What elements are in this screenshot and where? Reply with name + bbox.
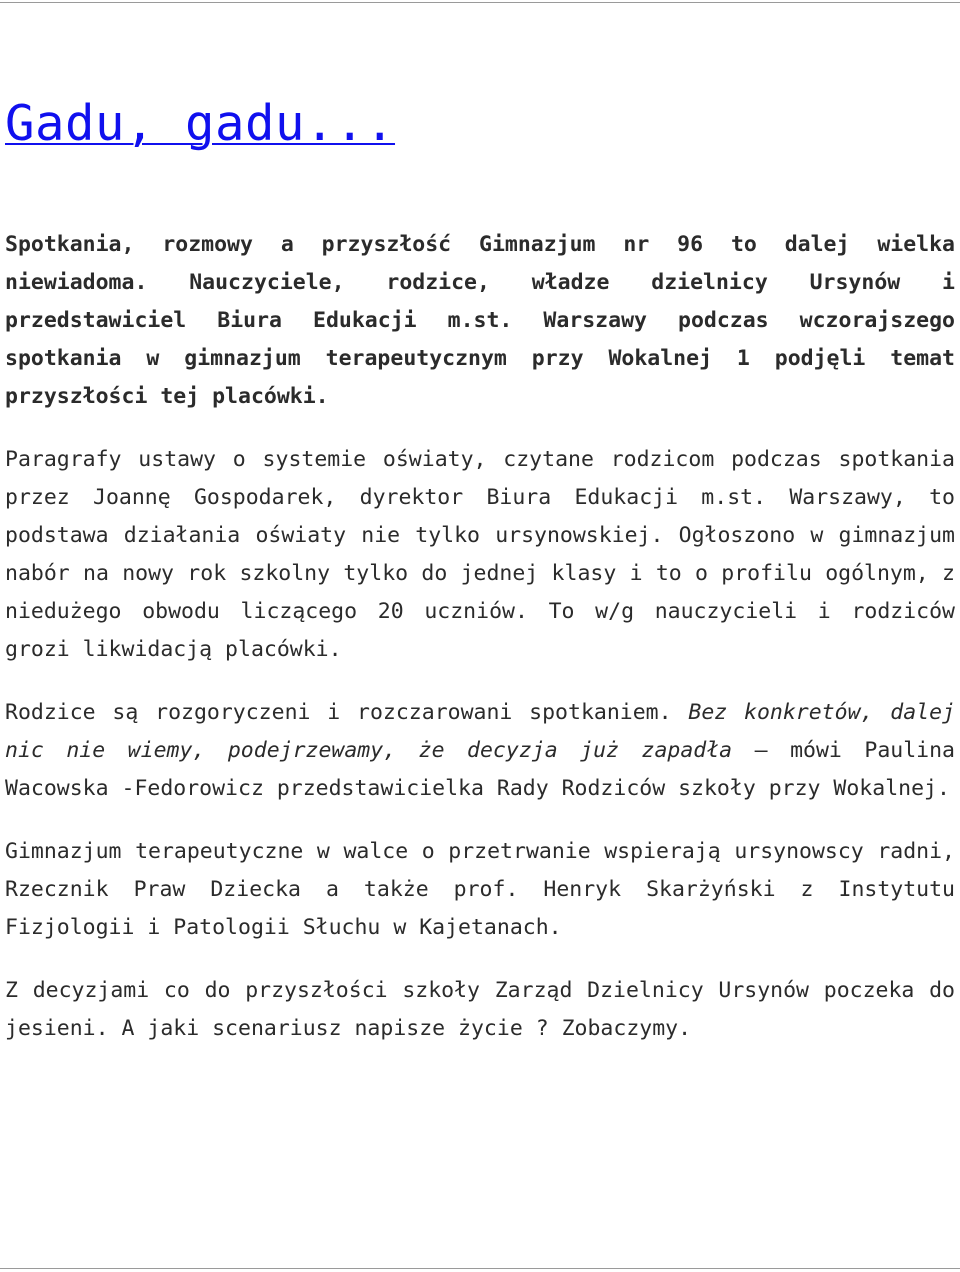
article-lead: Spotkania, rozmowy a przyszłość Gimnazjum nr 96 to dalej wielka niewiadoma. Nauczyciele, rodzice, władze dzielnicy Ursynów i przedstawiciel Biura Edukacji m.st. Warszawy podczas wczorajszego spotkania w gimnazjum terapeutycznym przy Wokalnej 1 podjęli temat przyszłości tej placówki.: [5, 232, 955, 409]
article-title-link[interactable]: Gadu, gadu...: [5, 95, 396, 152]
article: [5, 92, 955, 1048]
article-paragraph-4: Z decyzjami co do przyszłości szkoły Zarząd Dzielnicy Ursynów poczeka do jesieni. A jaki scenariusz napisze życie ? Zobaczymy.: [5, 978, 955, 1041]
paragraph-2-attribution: – mówi Paulina Wacowska -Fedorowicz przedstawicielka Rady Rodziców szkoły przy Wokalnej.: [5, 738, 955, 801]
bottom-divider: [0, 1268, 960, 1269]
top-divider: [0, 2, 960, 3]
paragraph-2-quote: Bez konkretów, dalej nic nie wiemy, podejrzewamy, że decyzja już zapadła: [5, 700, 955, 763]
paragraph-2-intro: Rodzice są rozgoryczeni i rozczarowani spotkaniem.: [5, 700, 689, 725]
article-paragraph-2: [5, 694, 955, 808]
article-paragraph-3: Gimnazjum terapeutyczne w walce o przetrwanie wspierają ursynowscy radni, Rzecznik Praw Dziecka a także prof. Henryk Skarżyński z Instytutu Fizjologii i Patologii Słuchu w Kajetanach.: [5, 839, 955, 940]
article-paragraph-1: Paragrafy ustawy o systemie oświaty, czytane rodzicom podczas spotkania przez Joannę Gospodarek, dyrektor Biura Edukacji m.st. Warszawy, to podstawa działania oświaty nie tylko ursynowskiej. Ogłoszono w gimnazjum nabór na nowy rok szkolny tylko do jednej klasy i to o profilu ogólnym, z niedużego obwodu liczącego 20 uczniów. To w/g nauczycieli i rodziców grozi likwidacją placówki.: [5, 447, 955, 662]
article-title: [5, 92, 955, 156]
